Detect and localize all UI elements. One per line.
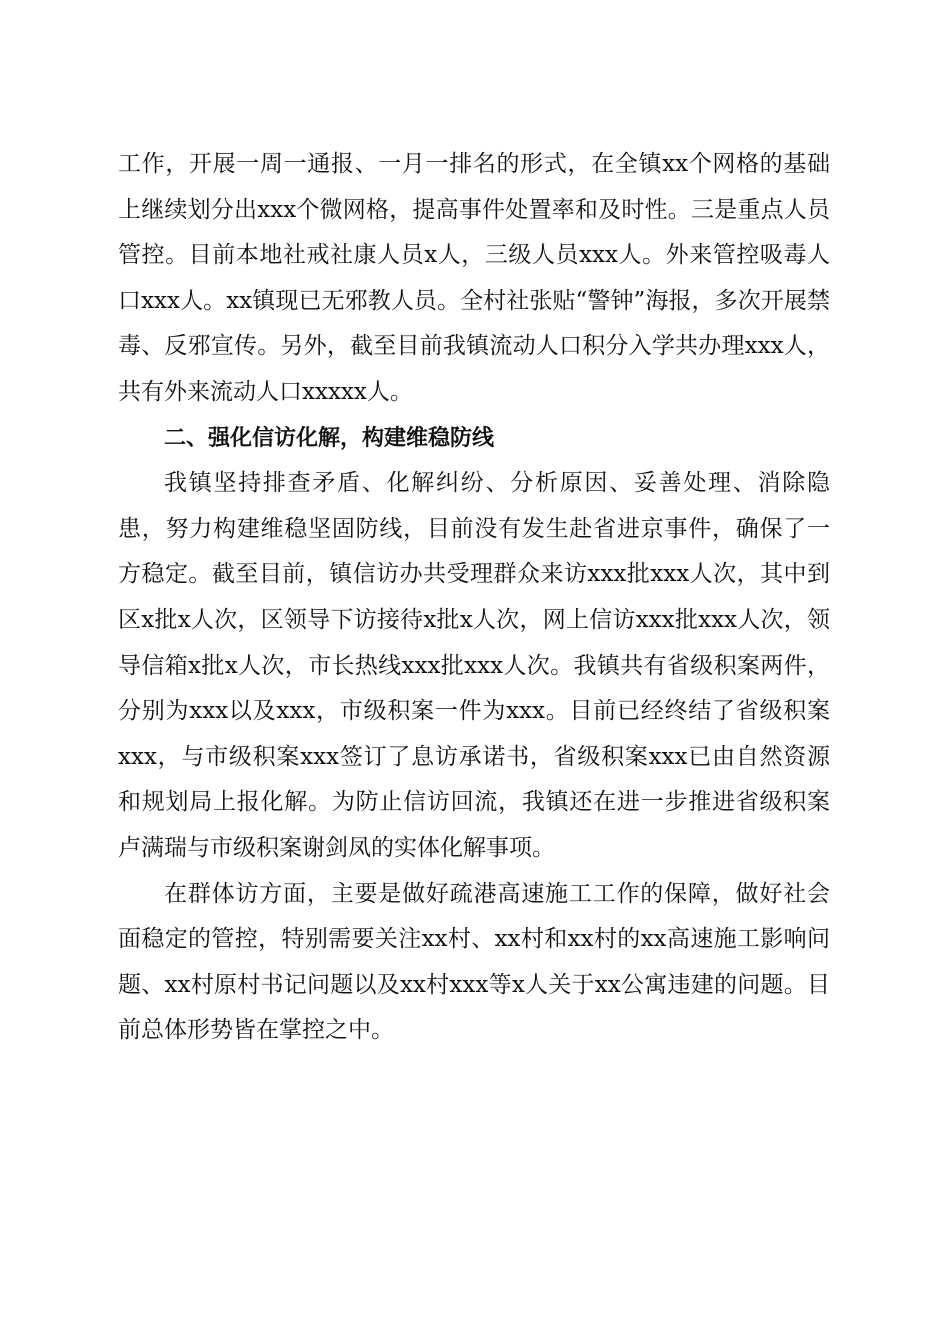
section-heading: 二、强化信访化解，构建维稳防线 <box>164 425 495 451</box>
document-body <box>118 142 830 1054</box>
body-paragraph-continued: 工作，开展一周一通报、一月一排名的形式，在全镇xx个网格的基础上继续划分出xxx个微网格，提高事件处置率和及时性。三是重点人员管控。目前本地社戒社康人员x人，三级人员xxx人。外来管控吸毒人口xxx人。xx镇现已无邪教人员。全村社张贴“警钟”海报，多次开展禁毒、反邪宣传。另外，截至目前我镇流动人口积分入学共办理xxx人，共有外来流动人口xxxxx人。 <box>118 151 830 405</box>
body-paragraph: 我镇坚持排查矛盾、化解纠纷、分析原因、妥善处理、消除隐患，努力构建维稳坚固防线，目前没有发生赴省进京事件，确保了一方稳定。截至目前，镇信访办共受理群众来访xxx批xxx人次，其中到区x批x人次，区领导下访接待x批x人次，网上信访xxx批xxx人次，领导信箱x批x人次，市长热线xxx批xxx人次。我镇共有省级积案两件，分别为xxx以及xxx，市级积案一件为xxx。目前已经终结了省级积案xxx，与市级积案xxx签订了息访承诺书，省级积案xxx已由自然资源和规划局上报化解。为防止信访回流，我镇还在进一步推进省级积案卢满瑞与市级积案谢剑凤的实体化解事项。 <box>118 470 830 861</box>
body-paragraph: 在群体访方面，主要是做好疏港高速施工工作的保障，做好社会面稳定的管控，特别需要关注xx村、xx村和xx村的xx高速施工影响问题、xx村原村书记问题以及xx村xxx等x人关于xx公寓违建的问题。目前总体形势皆在掌控之中。 <box>118 880 830 1044</box>
